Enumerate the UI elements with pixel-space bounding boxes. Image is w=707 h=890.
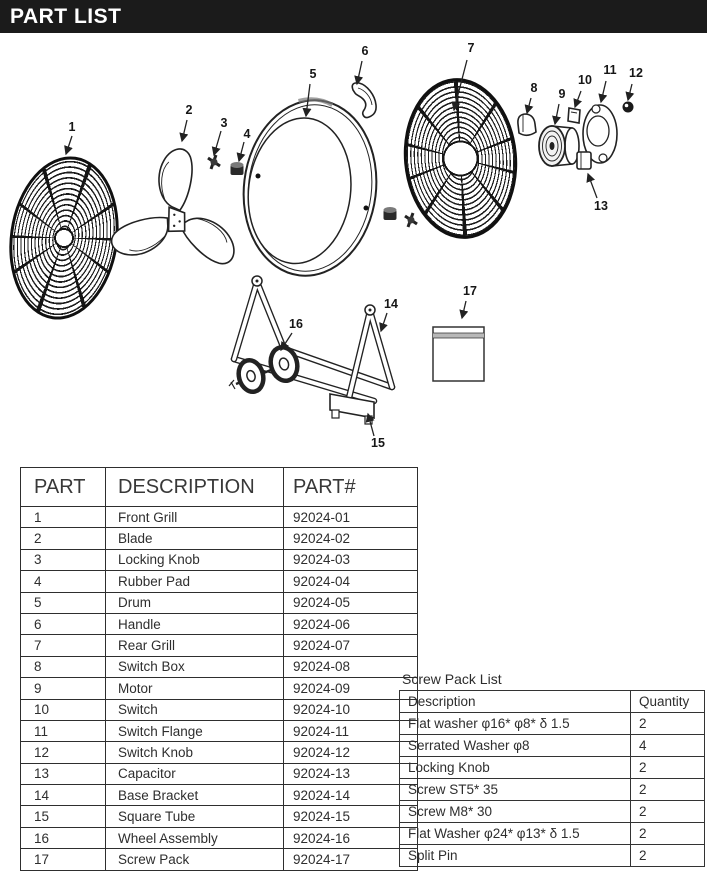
table-row	[21, 849, 418, 870]
partnum-cell: 92024-08	[284, 656, 418, 677]
part-cell: 11	[21, 720, 106, 741]
description-cell: Square Tube	[106, 806, 284, 827]
partnum-cell: 92024-11	[284, 720, 418, 741]
description-cell: Front Grill	[106, 507, 284, 528]
rubber-pad-drawing	[384, 207, 397, 220]
switch-box-drawing	[518, 114, 536, 135]
callout-5: 5	[309, 67, 317, 81]
locking-knob-drawing	[208, 155, 220, 169]
table-row	[21, 742, 418, 763]
blade-drawing	[104, 142, 252, 275]
drum-hole	[256, 174, 261, 179]
description-cell: Handle	[106, 613, 284, 634]
screw-description-cell: Flat Washer φ24* φ13* δ 1.5	[400, 823, 631, 845]
quantity-cell: 2	[631, 779, 705, 801]
quantity-cell: 2	[631, 757, 705, 779]
part-cell: 3	[21, 549, 106, 570]
table-row	[21, 699, 418, 720]
drum-drawing	[234, 92, 387, 283]
part-cell: 7	[21, 635, 106, 656]
part-cell: 12	[21, 742, 106, 763]
partnum-cell: 92024-06	[284, 613, 418, 634]
table-row	[21, 507, 418, 528]
callout-2: 2	[185, 103, 193, 117]
switch-drawing	[568, 108, 580, 123]
part-cell: 2	[21, 528, 106, 549]
partnum-cell: 92024-07	[284, 635, 418, 656]
screw-description-cell: Screw ST5* 35	[400, 779, 631, 801]
drum-hole	[364, 206, 369, 211]
part-cell: 5	[21, 592, 106, 613]
table-row	[21, 678, 418, 699]
description-cell: Base Bracket	[106, 785, 284, 806]
description-cell: Switch Flange	[106, 720, 284, 741]
description-cell: Screw Pack	[106, 849, 284, 870]
part-cell: 17	[21, 849, 106, 870]
screw-pack-table	[399, 690, 705, 867]
table-row	[21, 720, 418, 741]
quantity-cell: 2	[631, 801, 705, 823]
description-cell: Switch Knob	[106, 742, 284, 763]
callout-11: 11	[603, 63, 617, 77]
callout-16: 16	[289, 317, 303, 331]
table-row	[21, 827, 418, 848]
description-cell: Locking Knob	[106, 549, 284, 570]
partnum-cell: 92024-05	[284, 592, 418, 613]
callout-4: 4	[243, 127, 251, 141]
capacitor-drawing	[577, 152, 591, 169]
table-row	[21, 656, 418, 677]
table-row	[400, 845, 705, 867]
description-cell: Wheel Assembly	[106, 827, 284, 848]
callout-1: 1	[68, 120, 76, 134]
partnum-cell: 92024-15	[284, 806, 418, 827]
part-cell: 4	[21, 571, 106, 592]
callout-12: 12	[629, 66, 643, 80]
table-row	[400, 823, 705, 845]
description-cell: Rear Grill	[106, 635, 284, 656]
table-row	[21, 571, 418, 592]
callout-13: 13	[594, 199, 608, 213]
table-row	[21, 613, 418, 634]
quantity-cell: 4	[631, 735, 705, 757]
callout-6: 6	[361, 44, 369, 58]
description-cell: Switch	[106, 699, 284, 720]
col-header-description: DESCRIPTION	[106, 468, 284, 507]
part-cell: 9	[21, 678, 106, 699]
partnum-cell: 92024-17	[284, 849, 418, 870]
screw-description-cell: Screw M8* 30	[400, 801, 631, 823]
partnum-cell: 92024-10	[284, 699, 418, 720]
partnum-cell: 92024-02	[284, 528, 418, 549]
table-row	[21, 763, 418, 784]
table-row	[21, 785, 418, 806]
description-cell: Motor	[106, 678, 284, 699]
table-row	[21, 806, 418, 827]
callout-9: 9	[558, 87, 566, 101]
screw-description-cell: Flat washer φ16* φ8* δ 1.5	[400, 713, 631, 735]
page-title: PART LIST	[10, 4, 122, 28]
table-row	[400, 757, 705, 779]
screw-description-cell: Split Pin	[400, 845, 631, 867]
part-cell: 14	[21, 785, 106, 806]
parts-table-header-row	[21, 468, 418, 507]
partnum-cell: 92024-01	[284, 507, 418, 528]
switch-knob-drawing	[623, 102, 634, 113]
partnum-cell: 92024-14	[284, 785, 418, 806]
table-row	[400, 801, 705, 823]
table-row	[21, 549, 418, 570]
partnum-cell: 92024-09	[284, 678, 418, 699]
description-cell: Drum	[106, 592, 284, 613]
partnum-cell: 92024-03	[284, 549, 418, 570]
part-cell: 16	[21, 827, 106, 848]
screw-description-cell: Serrated Washer φ8	[400, 735, 631, 757]
partnum-cell: 92024-13	[284, 763, 418, 784]
col-header-partnum: PART#	[284, 468, 418, 507]
table-row	[400, 735, 705, 757]
table-row	[21, 592, 418, 613]
locking-knob-drawing	[405, 213, 417, 227]
callout-17: 17	[463, 284, 477, 298]
quantity-cell: 2	[631, 713, 705, 735]
callout-14: 14	[384, 297, 398, 311]
table-row	[400, 779, 705, 801]
callout-10: 10	[578, 73, 592, 87]
screw-pack-title: Screw Pack List	[402, 671, 502, 687]
part-cell: 15	[21, 806, 106, 827]
col-header-screw-description: Description	[400, 691, 631, 713]
description-cell: Switch Box	[106, 656, 284, 677]
part-cell: 10	[21, 699, 106, 720]
screw-pack-drawing	[433, 327, 484, 381]
handle-drawing	[352, 83, 376, 118]
callout-7: 7	[467, 41, 475, 55]
part-cell: 13	[21, 763, 106, 784]
rubber-pad-drawing	[231, 162, 244, 175]
partnum-cell: 92024-12	[284, 742, 418, 763]
quantity-cell: 2	[631, 845, 705, 867]
callout-3: 3	[220, 116, 228, 130]
partnum-cell: 92024-04	[284, 571, 418, 592]
callout-8: 8	[530, 81, 538, 95]
parts-table	[20, 467, 418, 871]
screw-description-cell: Locking Knob	[400, 757, 631, 779]
description-cell: Capacitor	[106, 763, 284, 784]
part-cell: 6	[21, 613, 106, 634]
table-row	[21, 528, 418, 549]
part-cell: 8	[21, 656, 106, 677]
partnum-cell: 92024-16	[284, 827, 418, 848]
col-header-part: PART	[21, 468, 106, 507]
screw-table-header-row	[400, 691, 705, 713]
description-cell: Blade	[106, 528, 284, 549]
col-header-quantity: Quantity	[631, 691, 705, 713]
part-cell: 1	[21, 507, 106, 528]
callout-15: 15	[371, 436, 385, 450]
table-row	[21, 635, 418, 656]
quantity-cell: 2	[631, 823, 705, 845]
motor-drawing	[539, 126, 579, 166]
description-cell: Rubber Pad	[106, 571, 284, 592]
table-row	[400, 713, 705, 735]
